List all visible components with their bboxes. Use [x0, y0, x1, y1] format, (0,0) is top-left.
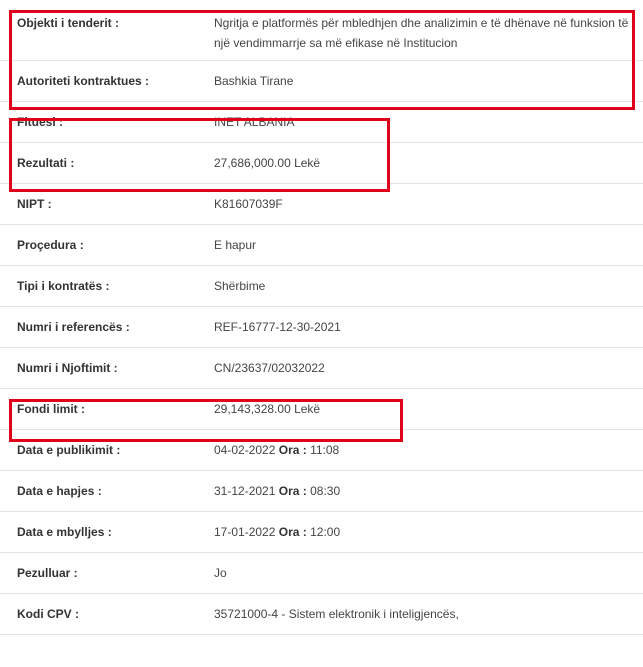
- label-pezulluar: Pezulluar :: [17, 566, 78, 580]
- value-kodi-cpv: 35721000-4 - Sistem elektronik i inteligjencës,: [214, 607, 459, 621]
- value-objekti: Ngritja e platformës për mbledhjen dhe analizimin e të dhënave në funksion të një vendimmarrje sa më efikase në Institucion: [214, 16, 629, 50]
- ora-label-mbylljes: Ora :: [278, 525, 307, 539]
- label-autoriteti: Autoriteti kontraktues :: [17, 74, 150, 88]
- label-fondi-limit: Fondi limit :: [17, 402, 85, 416]
- time-hapjes: 08:30: [310, 484, 341, 498]
- label-data-publikimit: Data e publikimit :: [17, 443, 121, 457]
- row-kodi-cpv: [0, 594, 643, 635]
- label-data-hapjes: Data e hapjes :: [17, 484, 102, 498]
- label-procedura: Proçedura :: [17, 238, 84, 252]
- label-objekti: Objekti i tenderit :: [17, 16, 120, 30]
- label-numri-references: Numri i referencës :: [17, 320, 130, 334]
- row-procedura: [0, 225, 643, 266]
- value-numri-njoftimit: CN/23637/02032022: [214, 361, 325, 375]
- row-data-mbylljes: [0, 512, 643, 553]
- value-fituesi: INET ALBANIA: [214, 115, 295, 129]
- row-autoriteti: [0, 61, 643, 102]
- date-mbylljes: 17-01-2022: [214, 525, 276, 539]
- row-pezulluar: [0, 553, 643, 594]
- value-rezultati: 27,686,000.00 Lekë: [214, 156, 321, 170]
- ora-label-publikimit: Ora :: [278, 443, 307, 457]
- value-numri-references: REF-16777-12-30-2021: [214, 320, 341, 334]
- time-publikimit: 11:08: [310, 443, 340, 457]
- date-hapjes: 31-12-2021: [214, 484, 276, 498]
- row-fondi-limit: [0, 389, 643, 430]
- value-tipi-kontrates: Shërbime: [214, 279, 266, 293]
- row-numri-references: [0, 307, 643, 348]
- value-pezulluar: Jo: [214, 566, 227, 580]
- label-kodi-cpv: Kodi CPV :: [17, 607, 79, 621]
- date-publikimit: 04-02-2022: [214, 443, 276, 457]
- value-fondi-limit: 29,143,328.00 Lekë: [214, 402, 321, 416]
- row-data-hapjes: [0, 471, 643, 512]
- row-nipt: [0, 184, 643, 225]
- value-procedura: E hapur: [214, 238, 257, 252]
- label-tipi-kontrates: Tipi i kontratës :: [17, 279, 110, 293]
- row-rezultati: [0, 143, 643, 184]
- label-data-mbylljes: Data e mbylljes :: [17, 525, 112, 539]
- value-data-publikimit: [214, 440, 643, 460]
- value-data-hapjes: [214, 481, 643, 501]
- label-numri-njoftimit: Numri i Njoftimit :: [17, 361, 118, 375]
- row-numri-njoftimit: [0, 348, 643, 389]
- label-fituesi: Fituesi :: [17, 115, 64, 129]
- ora-label-hapjes: Ora :: [278, 484, 307, 498]
- label-rezultati: Rezultati :: [17, 156, 75, 170]
- time-mbylljes: 12:00: [310, 525, 341, 539]
- row-data-publikimit: [0, 430, 643, 471]
- row-objekti: [0, 0, 643, 61]
- value-nipt: K81607039F: [214, 197, 283, 211]
- value-data-mbylljes: [214, 522, 643, 542]
- row-fituesi: [0, 102, 643, 143]
- value-autoriteti: Bashkia Tirane: [214, 74, 294, 88]
- label-nipt: NIPT :: [17, 197, 52, 211]
- row-tipi-kontrates: [0, 266, 643, 307]
